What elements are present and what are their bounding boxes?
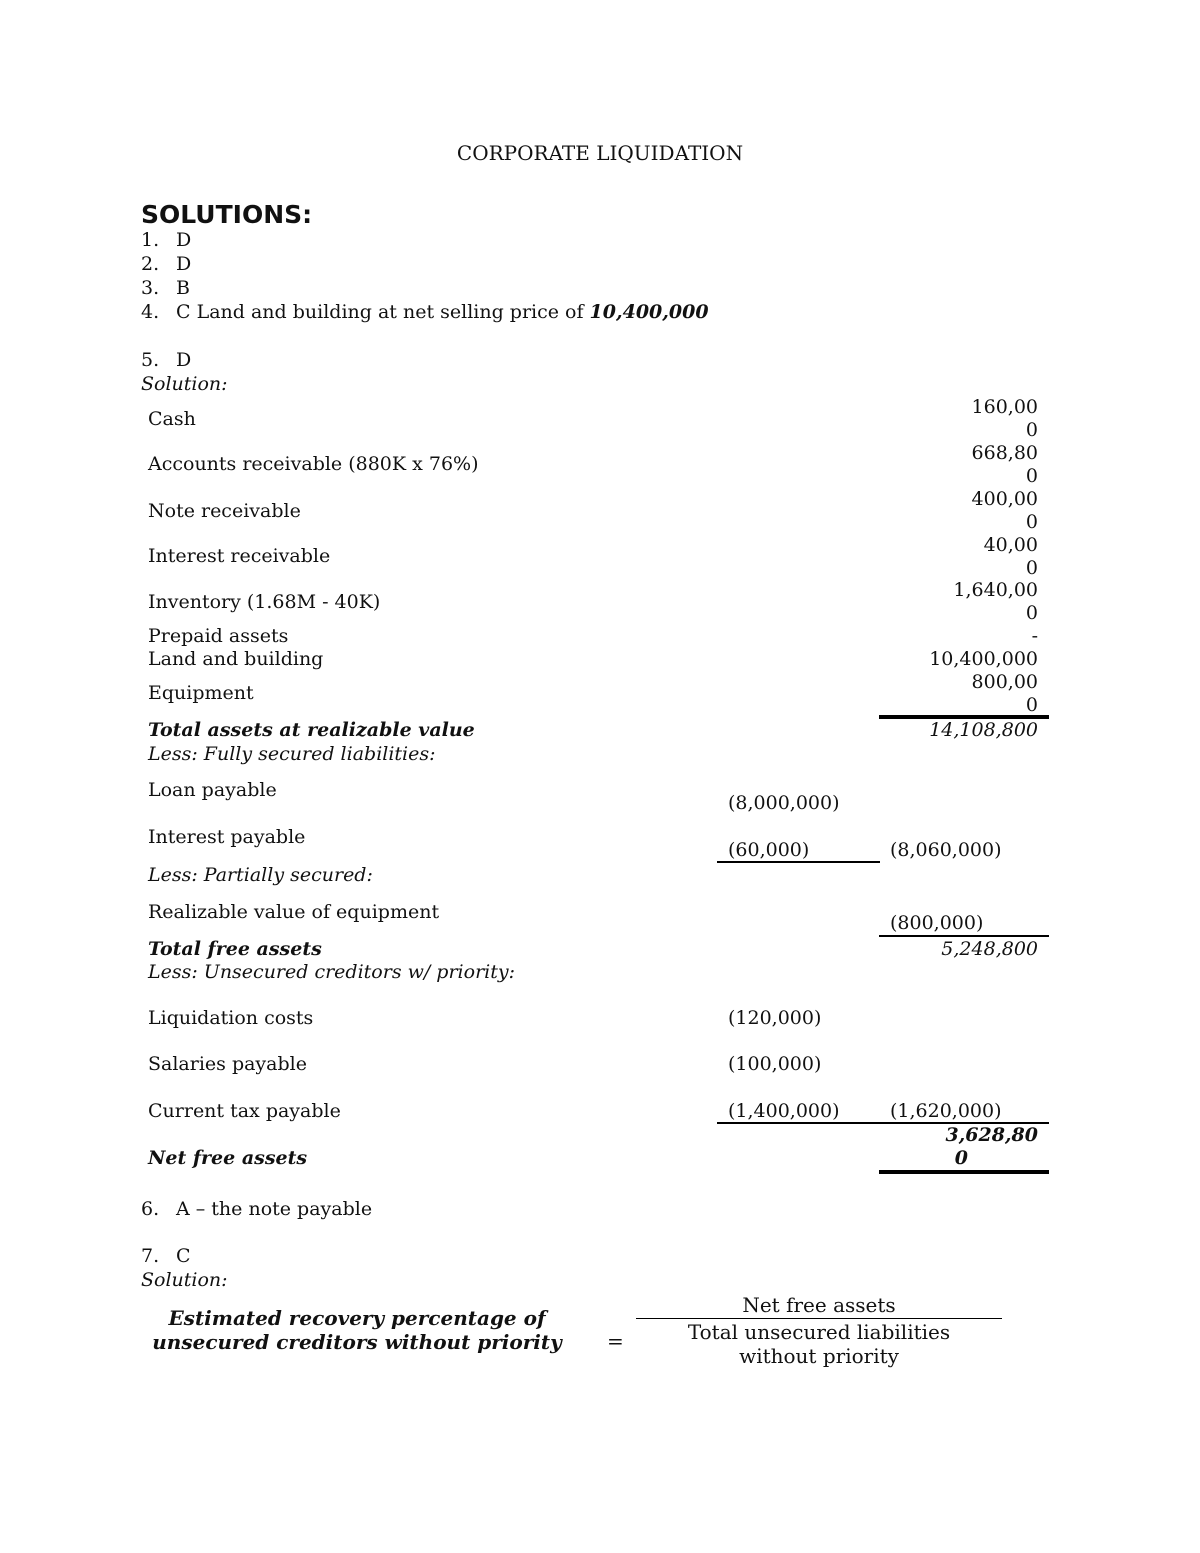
answer-bold-value: 10,400,000 bbox=[589, 301, 709, 323]
answer-text: D bbox=[176, 349, 192, 371]
net-free-label: Net free assets bbox=[148, 1147, 308, 1169]
asset-label: Interest receivable bbox=[148, 545, 331, 567]
priority-label: Salaries payable bbox=[148, 1053, 307, 1075]
solution-label: Solution: bbox=[141, 1269, 228, 1291]
answer-item bbox=[141, 349, 191, 372]
total-assets-label: Total assets at realizable value bbox=[148, 719, 475, 741]
answer-item bbox=[141, 301, 709, 324]
answer-text: C Land and building at net selling price of bbox=[176, 301, 590, 323]
fraction-bar bbox=[636, 1318, 1002, 1319]
answer-number: 3. bbox=[141, 277, 160, 299]
priority-label: Liquidation costs bbox=[148, 1007, 314, 1029]
liability-amount: (60,000) bbox=[728, 839, 810, 861]
formula-lhs: Estimated recovery percentage of unsecured creditors without priority bbox=[152, 1306, 562, 1354]
answer-text: D bbox=[176, 253, 192, 275]
section-heading: Less: Unsecured creditors w/ priority: bbox=[148, 961, 516, 983]
answer-item bbox=[141, 277, 190, 300]
asset-amount: 160,00 0 bbox=[971, 396, 1038, 441]
liability-label: Loan payable bbox=[148, 779, 277, 801]
asset-amount: 800,00 0 bbox=[971, 671, 1038, 716]
answer-item bbox=[141, 1198, 372, 1221]
formula-numerator: Net free assets bbox=[742, 1293, 896, 1317]
fully-secured-total: (8,060,000) bbox=[890, 839, 1002, 861]
formula-denominator: Total unsecured liabilities without priority bbox=[687, 1320, 951, 1368]
asset-label: Accounts receivable (880K x 76%) bbox=[148, 453, 479, 475]
asset-label: Land and building bbox=[148, 648, 324, 670]
asset-label: Note receivable bbox=[148, 500, 301, 522]
divider bbox=[717, 861, 880, 863]
answer-number: 1. bbox=[141, 229, 160, 251]
asset-amount: 400,00 0 bbox=[971, 488, 1038, 533]
partially-secured-amount: (800,000) bbox=[890, 912, 984, 934]
partially-secured-label: Realizable value of equipment bbox=[148, 901, 440, 923]
solutions-heading: SOLUTIONS: bbox=[141, 200, 313, 229]
asset-amount: 40,00 0 bbox=[983, 534, 1038, 579]
asset-amount: 668,80 0 bbox=[971, 442, 1038, 487]
answer-text: D bbox=[176, 229, 192, 251]
total-free-label: Total free assets bbox=[148, 938, 322, 960]
asset-label: Equipment bbox=[148, 682, 254, 704]
answer-number: 5. bbox=[141, 349, 160, 371]
formula-equals: = bbox=[607, 1329, 624, 1353]
liability-label: Interest payable bbox=[148, 826, 306, 848]
asset-label: Prepaid assets bbox=[148, 625, 289, 647]
answer-item bbox=[141, 229, 191, 252]
asset-label: Cash bbox=[148, 408, 196, 430]
priority-amount: (100,000) bbox=[728, 1053, 822, 1075]
answer-number: 4. bbox=[141, 301, 160, 323]
divider bbox=[879, 935, 1049, 937]
answer-text: B bbox=[176, 277, 190, 299]
solution-label: Solution: bbox=[141, 373, 228, 395]
priority-total: (1,620,000) bbox=[890, 1100, 1002, 1122]
answer-number: 6. bbox=[141, 1198, 160, 1220]
net-free-amount: 3,628,80 0 bbox=[945, 1124, 1038, 1169]
total-free-amount: 5,248,800 bbox=[941, 938, 1038, 960]
answer-number: 7. bbox=[141, 1245, 160, 1267]
answer-item bbox=[141, 253, 191, 276]
priority-amount: (120,000) bbox=[728, 1007, 822, 1029]
asset-amount: 1,640,00 0 bbox=[953, 579, 1038, 624]
divider bbox=[717, 1122, 880, 1124]
total-assets-amount: 14,108,800 bbox=[929, 719, 1038, 741]
priority-label: Current tax payable bbox=[148, 1100, 341, 1122]
answer-item bbox=[141, 1245, 191, 1268]
priority-amount: (1,400,000) bbox=[728, 1100, 840, 1122]
asset-amount: 10,400,000 bbox=[929, 648, 1038, 670]
answer-text: A – the note payable bbox=[176, 1198, 373, 1220]
asset-label: Inventory (1.68M - 40K) bbox=[148, 591, 381, 613]
answer-text: C bbox=[176, 1245, 191, 1267]
answer-number: 2. bbox=[141, 253, 160, 275]
asset-amount: - bbox=[1031, 625, 1038, 647]
section-heading: Less: Fully secured liabilities: bbox=[148, 743, 436, 765]
divider bbox=[879, 1170, 1049, 1174]
section-heading: Less: Partially secured: bbox=[148, 864, 373, 886]
liability-amount: (8,000,000) bbox=[728, 792, 840, 814]
page-title: CORPORATE LIQUIDATION bbox=[456, 141, 744, 165]
